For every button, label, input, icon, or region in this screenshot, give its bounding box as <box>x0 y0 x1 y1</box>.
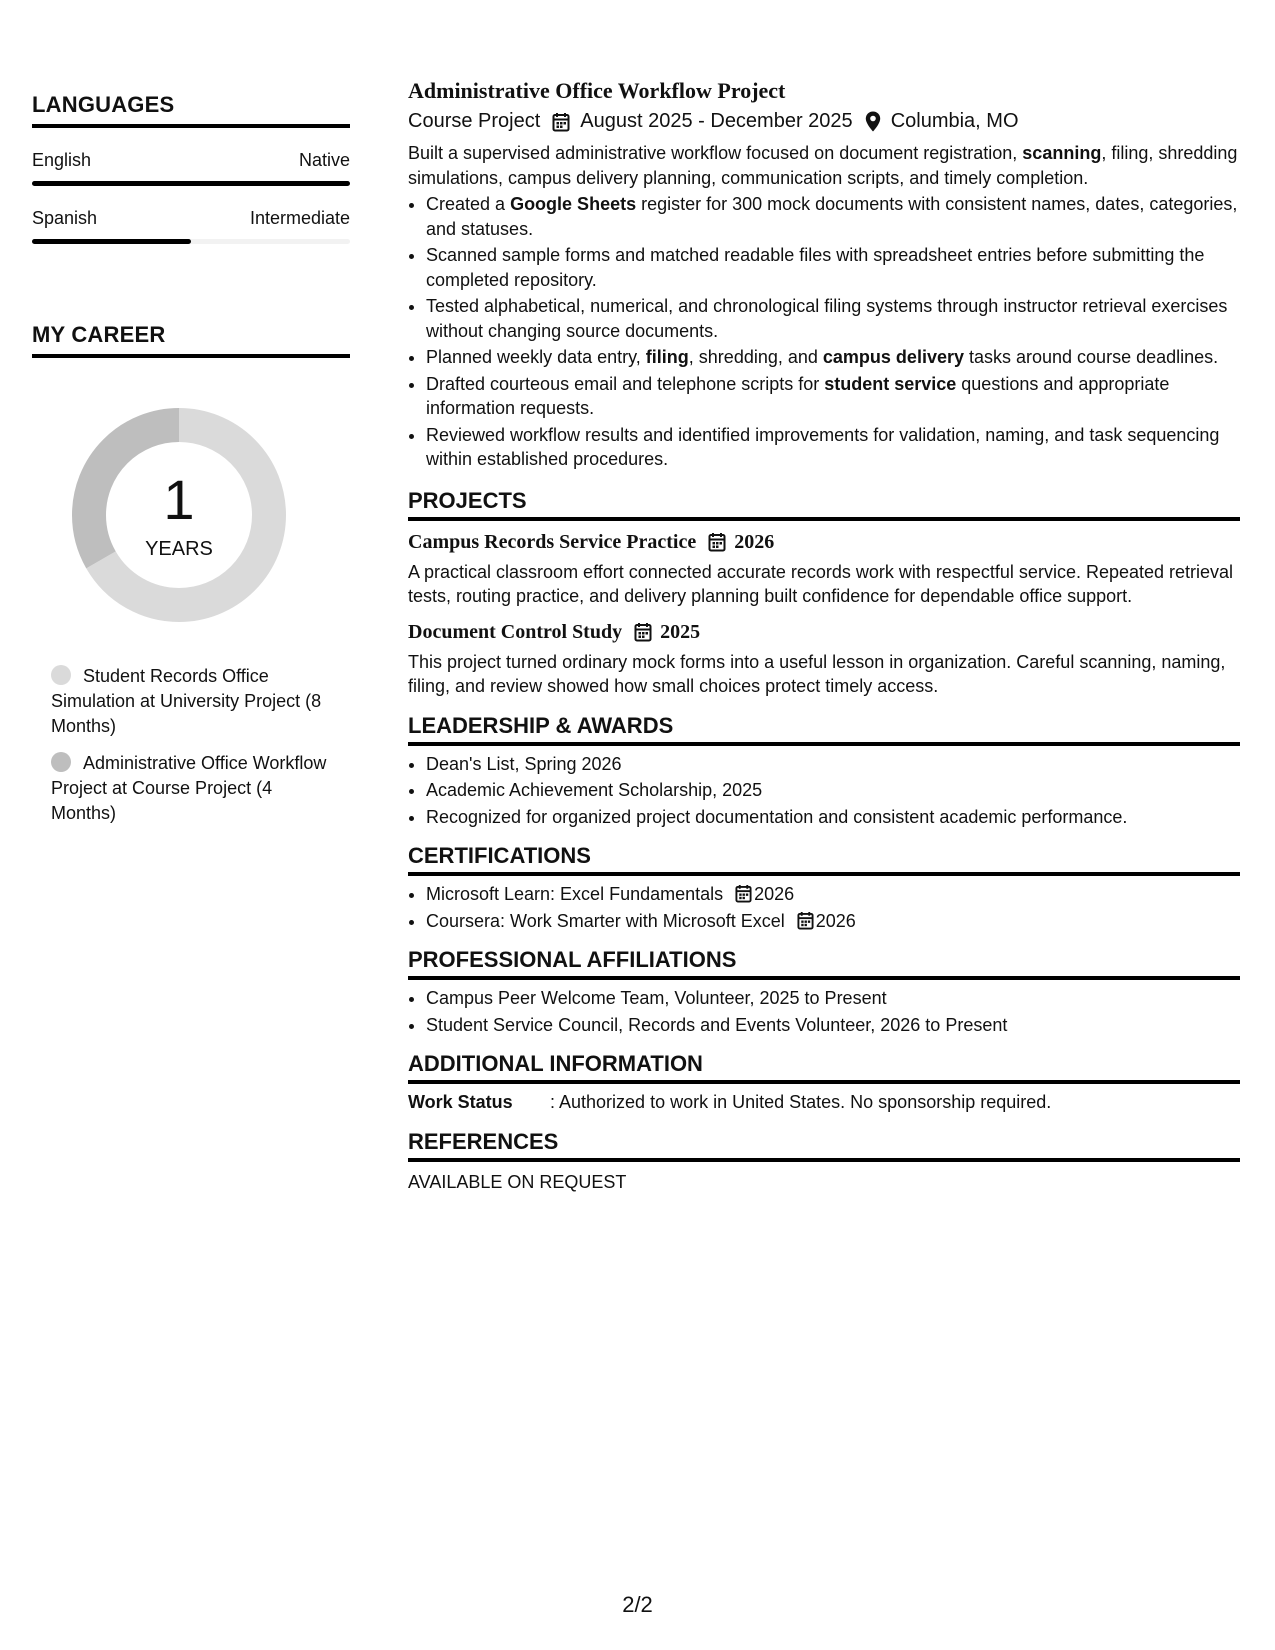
project-item <box>408 621 1240 699</box>
affiliations-list <box>408 986 1240 1037</box>
languages-heading: LANGUAGES <box>32 92 350 128</box>
experience-bullet: • Scanned sample forms and matched readable files with spreadsheet entries before submitting the completed repository. <box>426 243 1240 292</box>
projects-heading: PROJECTS <box>408 488 1240 521</box>
awards-heading: LEADERSHIP & AWARDS <box>408 713 1240 746</box>
calendar-icon <box>797 911 814 930</box>
project-year: 2026 <box>734 530 775 553</box>
additional-heading: ADDITIONAL INFORMATION <box>408 1051 1240 1084</box>
project-item <box>408 531 1240 609</box>
career-legend <box>51 664 331 826</box>
certification-item <box>426 882 1240 907</box>
page-number: 2/2 <box>622 1592 653 1617</box>
certification-year: 2026 <box>815 910 856 931</box>
affiliations-heading: PROFESSIONAL AFFILIATIONS <box>408 947 1240 980</box>
awards-list <box>408 752 1240 830</box>
experience-bullet: • Reviewed workflow results and identified improvements for validation, naming, and task sequencing within established procedures. <box>426 423 1240 472</box>
work-status-row <box>408 1092 1240 1113</box>
additional-section <box>408 1051 1240 1113</box>
certification-name: Microsoft Learn: Excel Fundamentals <box>426 884 724 904</box>
career-total-number: 1 <box>163 468 195 531</box>
legend-dot-icon <box>51 752 71 772</box>
project-description: A practical classroom effort connected accurate records work with respectful service. Repeated retrieval tests, routing practice, and delivery planning built confidence for dependable office support. <box>408 561 1234 606</box>
certifications-list <box>408 882 1240 933</box>
experience-location: Columbia, MO <box>890 110 1019 132</box>
career-total-unit: YEARS <box>145 538 213 560</box>
career-donut-chart <box>64 400 294 630</box>
project-title: Document Control Study <box>408 620 623 643</box>
experience-bullet: • Drafted courteous email and telephone scripts for student service questions and appropriate information requests. <box>426 372 1240 421</box>
calendar-icon <box>552 112 570 132</box>
language-level: Intermediate <box>249 208 350 228</box>
award-item: • Recognized for organized project documentation and consistent academic performance. <box>426 805 1240 830</box>
language-level: Native <box>298 150 350 170</box>
language-proficiency-fill <box>32 239 191 244</box>
certification-name: Coursera: Work Smarter with Microsoft Excel <box>426 910 785 931</box>
certifications-section <box>408 843 1240 933</box>
references-section <box>408 1129 1240 1193</box>
award-item: • Dean's List, Spring 2026 <box>426 752 1240 777</box>
language-proficiency-bar <box>32 181 350 186</box>
main-content <box>408 78 1240 1193</box>
calendar-icon <box>634 622 652 642</box>
project-description: This project turned ordinary mock forms into a useful lesson in organization. Careful scanning, naming, filing, and review showed how small choices protect timely access. <box>408 651 1226 696</box>
experience-title: Administrative Office Workflow Project <box>408 78 786 103</box>
certifications-heading: CERTIFICATIONS <box>408 843 1240 876</box>
references-text: AVAILABLE ON REQUEST <box>408 1172 627 1192</box>
career-legend-item <box>51 664 331 739</box>
certification-item <box>426 909 1240 934</box>
language-name: English <box>32 150 92 170</box>
language-item <box>32 150 350 186</box>
affiliations-section <box>408 947 1240 1037</box>
project-title: Campus Records Service Practice <box>408 530 697 553</box>
project-year: 2025 <box>660 620 701 643</box>
experience-bullet: • Created a Google Sheets register for 300 mock documents with consistent names, dates, categories, and statuses. <box>426 192 1240 241</box>
language-item <box>32 208 350 244</box>
location-pin-icon <box>865 111 881 132</box>
experience-dates: August 2025 - December 2025 <box>580 110 853 132</box>
experience-bullet: • Tested alphabetical, numerical, and chronological filing systems through instructor retrieval exercises without changing source documents. <box>426 294 1240 343</box>
projects-section <box>408 488 1240 699</box>
sidebar <box>32 92 350 838</box>
calendar-icon <box>735 884 752 903</box>
calendar-icon <box>708 532 726 552</box>
affiliation-item: • Student Service Council, Records and Events Volunteer, 2026 to Present <box>426 1013 1240 1038</box>
career-heading: MY CAREER <box>32 322 350 358</box>
language-name: Spanish <box>32 208 98 228</box>
language-proficiency-bar <box>32 239 350 244</box>
work-status-value: : Authorized to work in United States. No sponsorship required. <box>550 1092 1052 1112</box>
experience-meta <box>408 110 1240 133</box>
award-item: • Academic Achievement Scholarship, 2025 <box>426 778 1240 803</box>
legend-dot-icon <box>51 665 71 685</box>
references-heading: REFERENCES <box>408 1129 1240 1162</box>
career-legend-item <box>51 751 331 826</box>
experience-entry <box>408 78 1240 472</box>
career-legend-label: Administrative Office Workflow Project at Course Project (4 Months) <box>51 753 327 823</box>
experience-bullet: • Planned weekly data entry, filing, shredding, and campus delivery tasks around course deadlines. <box>426 345 1240 370</box>
experience-bullets <box>408 192 1240 472</box>
work-status-label: Work Status <box>408 1092 513 1112</box>
experience-org: Course Project <box>408 110 541 132</box>
career-legend-label: Student Records Office Simulation at University Project (8 Months) <box>51 666 322 736</box>
experience-summary: Built a supervised administrative workflow focused on document registration, scanning, filing, shredding simulations, campus delivery planning, communication scripts, and timely completion. <box>408 143 1238 188</box>
certification-year: 2026 <box>754 884 795 904</box>
language-proficiency-fill <box>32 181 350 186</box>
awards-section <box>408 713 1240 830</box>
affiliation-item: • Campus Peer Welcome Team, Volunteer, 2025 to Present <box>426 986 1240 1011</box>
